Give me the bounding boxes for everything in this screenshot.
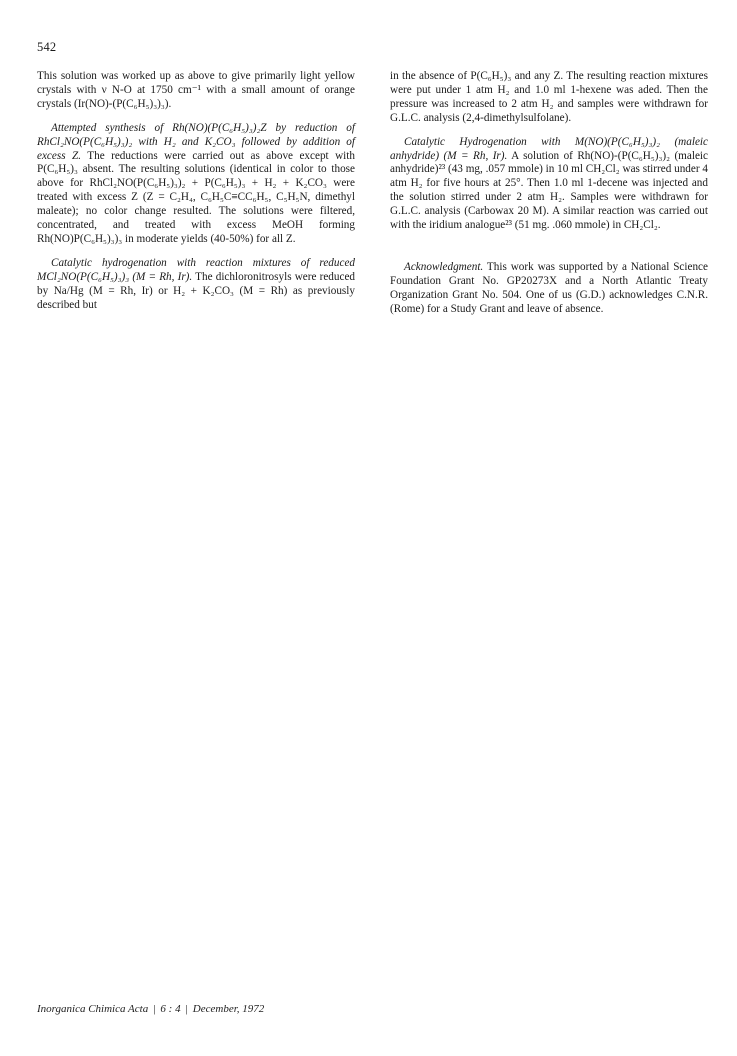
paragraph-continuation: in the absence of P(C₆H₅)₃ and any Z. The resulting reaction mixtures were put under 1 atm H₂ and 1.0 ml 1-hexene was aded. Then the pressure was increased to 2 atm H₂ and samples were withdrawn for G.L.C. analysis (2,4-dimethylsulfolane).: [390, 70, 708, 124]
section-heading-catalytic-hydrogenation: Catalytic hydrogenation with reaction mixtures of reduced MCl₂NO(P(C₆H₅)₃)₃ (M = Rh, Ir).: [37, 256, 355, 283]
journal-volume: 6 : 4: [160, 1003, 181, 1015]
page-number: 542: [37, 40, 57, 54]
footer-separator: |: [153, 1003, 156, 1015]
right-column: [390, 70, 708, 327]
paragraph-acknowledgment: [390, 261, 708, 317]
paragraph-body: A solution of Rh(NO)-(P(C₆H₅)₃)₂ (maleic anhydride)²³ (43 mg, .057 mmole) in 10 ml CH₂Cl₂ was stirred under 4 atm H₂ for five hours at 25°. Then 1.0 ml 1-decene was injected and the solution stirred under 2 atm H₂. Samples were withdrawn for G.L.C. analysis (Carbowax 20 M). A similar reaction was carried out with the iridium analogue²³ (51 mg. .060 mmole) in CH₂Cl₂.: [390, 149, 708, 232]
paragraph-body: The dichloronitrosyls were reduced by Na/Hg (M = Rh, Ir) or H₂ + K₂CO₃ (M = Rh) as previously described but: [37, 270, 356, 311]
journal-footer: [37, 1003, 264, 1015]
journal-date: December, 1972: [192, 1003, 265, 1015]
footer-separator: |: [185, 1003, 188, 1015]
section-heading-attempted-synthesis: Attempted synthesis of Rh(NO)(P(C₆H₅)₃)₂Z by reduction of RhCl₂NO(P(C₆H₅)₃)₂ with H₂ and K₂CO₃ followed by addition of excess Z.: [37, 121, 355, 162]
paragraph-catalytic-hydrogenation-maleic: [390, 136, 708, 233]
section-heading-acknowledgment: Acknowledgment.: [404, 260, 484, 273]
paragraph-attempted-synthesis: [37, 122, 355, 247]
paragraph-body: This work was supported by a National Science Foundation Grant No. GP20273X and a North Atlantic Treaty Organization Grant No. 504. One of us (G.D.) acknowledges C.N.R. (Rome) for a Study Grant and leave of absence.: [390, 260, 708, 315]
paragraph-body: The reductions were carried out as above except with P(C₆H₅)₃ absent. The resulting solutions (identical in color to those above for RhCl₂NO(P(C₆H₅)₃)₂ + P(C₆H₅)₃ + H₂ + K₂CO₃ were treated with excess Z (Z = C₂H₄, C₆H₅C≡CC₆H₅, C₅H₅N, dimethyl maleate); no color change resulted. The solutions were filtered, concentrated, and treated with excess MeOH forming Rh(NO)P(C₆H₅)₃)₃ in moderate yields (40-50%) for all Z.: [37, 149, 355, 245]
section-heading-maleic-anhydride: Catalytic Hydrogenation with M(NO)(P(C₆H₅)₃)₂ (maleic anhydride) (M = Rh, Ir).: [390, 135, 708, 162]
left-column: [37, 70, 355, 323]
journal-name: Inorganica Chimica Acta: [37, 1003, 149, 1015]
paragraph-catalytic-hydrogenation: [37, 257, 355, 313]
section-spacer: [390, 243, 708, 261]
paragraph-continuation: This solution was worked up as above to give primarily light yellow crystals with ν N-O at 1750 cm⁻¹ with a small amount of orange crystals (Ir(NO)-(P(C₆H₅)₃)₃).: [37, 70, 355, 110]
